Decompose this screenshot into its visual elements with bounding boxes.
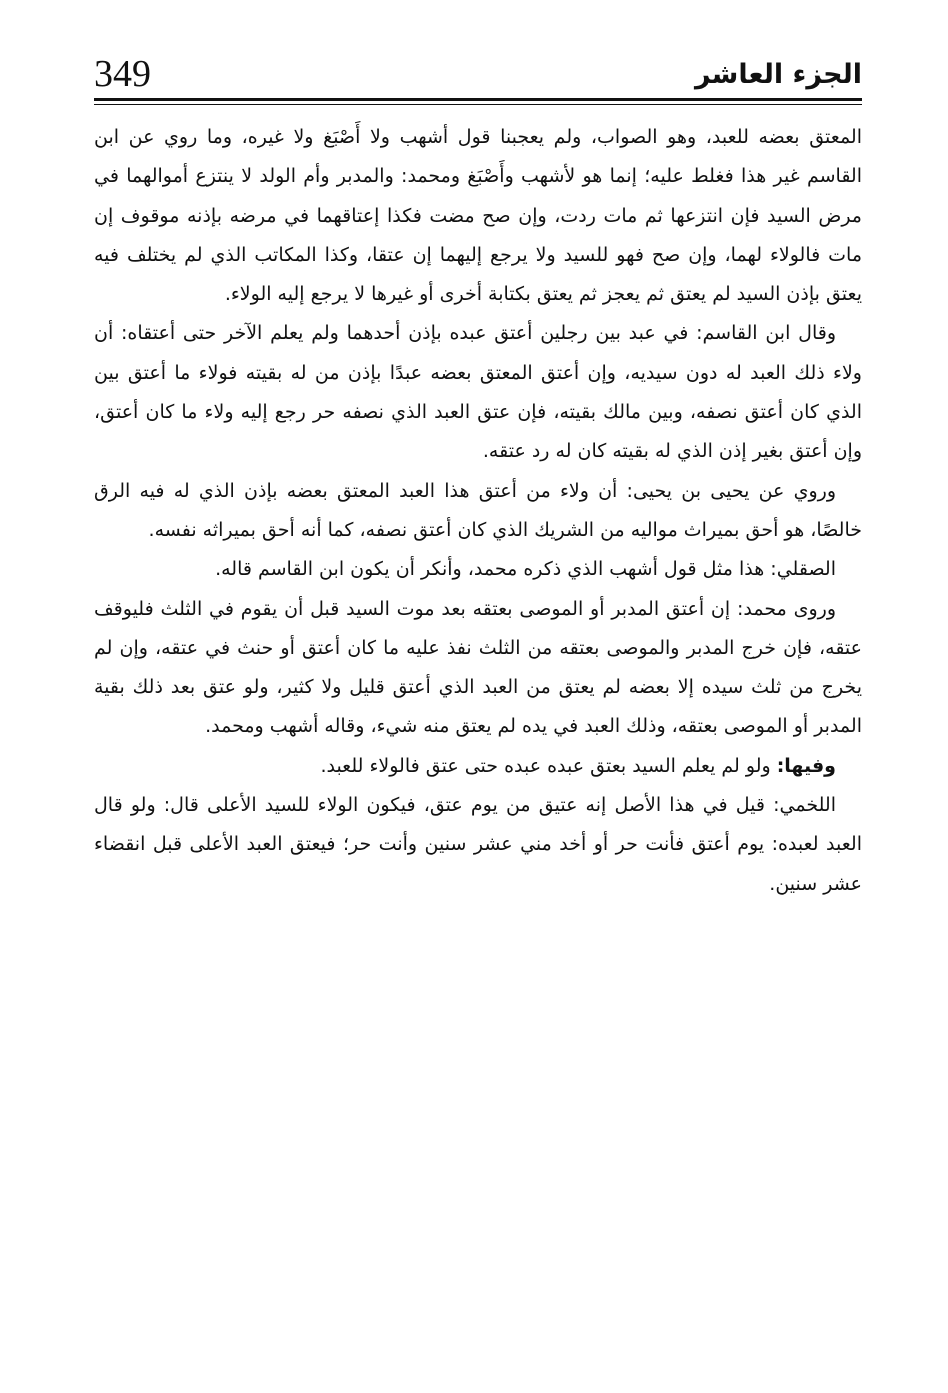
header-rule-thin [94,104,862,105]
page-header [94,48,862,106]
paragraph-text: وروى محمد: إن أعتق المدبر أو الموصى بعتقه بعد موت السيد قبل أن يقوم في الثلث فليوقف عتقه، فإن خرج المدبر والموصى بعتقه من الثلث نفذ عليه ما كان أعتق أو حنث في عتقه، وإن لم يخرج من ثلث سيده إلا بعضه لم يعتق من العبد الذي أعتق قليل ولا كثير، ولو عتق بعد ذلك بقية المدبر أو الموصى بعتقه، وذلك العبد في يده لم يعتق منه شيء، وقاله أشهب ومحمد. [94,597,862,738]
paragraph-text: وقال ابن القاسم: في عبد بين رجلين أعتق عبده بإذن أحدهما ولم يعلم الآخر حتى أعتقاه: أن ولاء ذلك العبد له دون سيديه، وإن أعتق المعتق بعضه عبدًا بإذن من له بقيته فولاء ما أعتق بين الذي كان أعتق نصفه، وبين مالك بقيته، فإن عتق العبد الذي نصفه حر رجع إليه ولاء ما كان أعتق، وإن أعتق بغير إذن الذي له بقيته كان له رد عتقه. [94,322,862,463]
paragraph-text: وروي عن يحيى بن يحيى: أن ولاء من أعتق هذا العبد المعتق بعضه بإذن الذي له فيه الرق خالصًا، هو أحق بميراث مواليه من الشريك الذي كان أعتق نصفه، كما أنه أحق بميراثه نفسه. [94,479,862,541]
paragraph [94,786,862,904]
page-number: 349 [94,53,151,95]
paragraph [94,314,862,471]
paragraph-lead: وفيها: [776,754,836,777]
paragraph [94,550,862,589]
paragraph [94,118,862,314]
body-text [94,118,862,904]
paragraph-text: ولو لم يعلم السيد بعتق عبده عبده حتى عتق فالولاء للعبد. [320,754,777,777]
paragraph-text: اللخمي: قيل في هذا الأصل إنه عتيق من يوم عتق، فيكون الولاء للسيد الأعلى قال: ولو قال العبد لعبده: يوم أعتق فأنت حر أو أخد مني عشر سنين وأنت حر؛ فيعتق العبد الأعلى قبل انقضاء عشر سنين. [94,794,862,895]
header-rule-thick [94,98,862,101]
paragraph [94,472,862,551]
running-title: الجزء العاشر [695,59,862,90]
paragraph-text: الصقلي: هذا مثل قول أشهب الذي ذكره محمد، وأنكر أن يكون ابن القاسم قاله. [215,558,836,581]
paragraph [94,590,862,747]
paragraph [94,747,862,786]
paragraph-text: المعتق بعضه للعبد، وهو الصواب، ولم يعجبنا قول أشهب ولا أَصْبَغ ولا غيره، وما روي عن ابن القاسم غير هذا فغلط عليه؛ إنما هو لأشهب وأَصْبَغ ومحمد: والمدبر وأم الولد لا ينتزع أموالهما في مرض السيد فإن انتزعها ثم مات ردت، وإن صح مضت فكذا إعتاقهما في مرضه بإذنه موقوف إن مات فالولاء لهما، وإن صح فهو للسيد ولا يرجع إليهما إن عتقا، وكذا المكاتب الذي لم يختلف فيه يعتق بإذن السيد لم يعتق ثم يعجز ثم يعتق بكتابة أخرى أو غيرها لا يرجع إليه الولاء. [94,126,862,306]
